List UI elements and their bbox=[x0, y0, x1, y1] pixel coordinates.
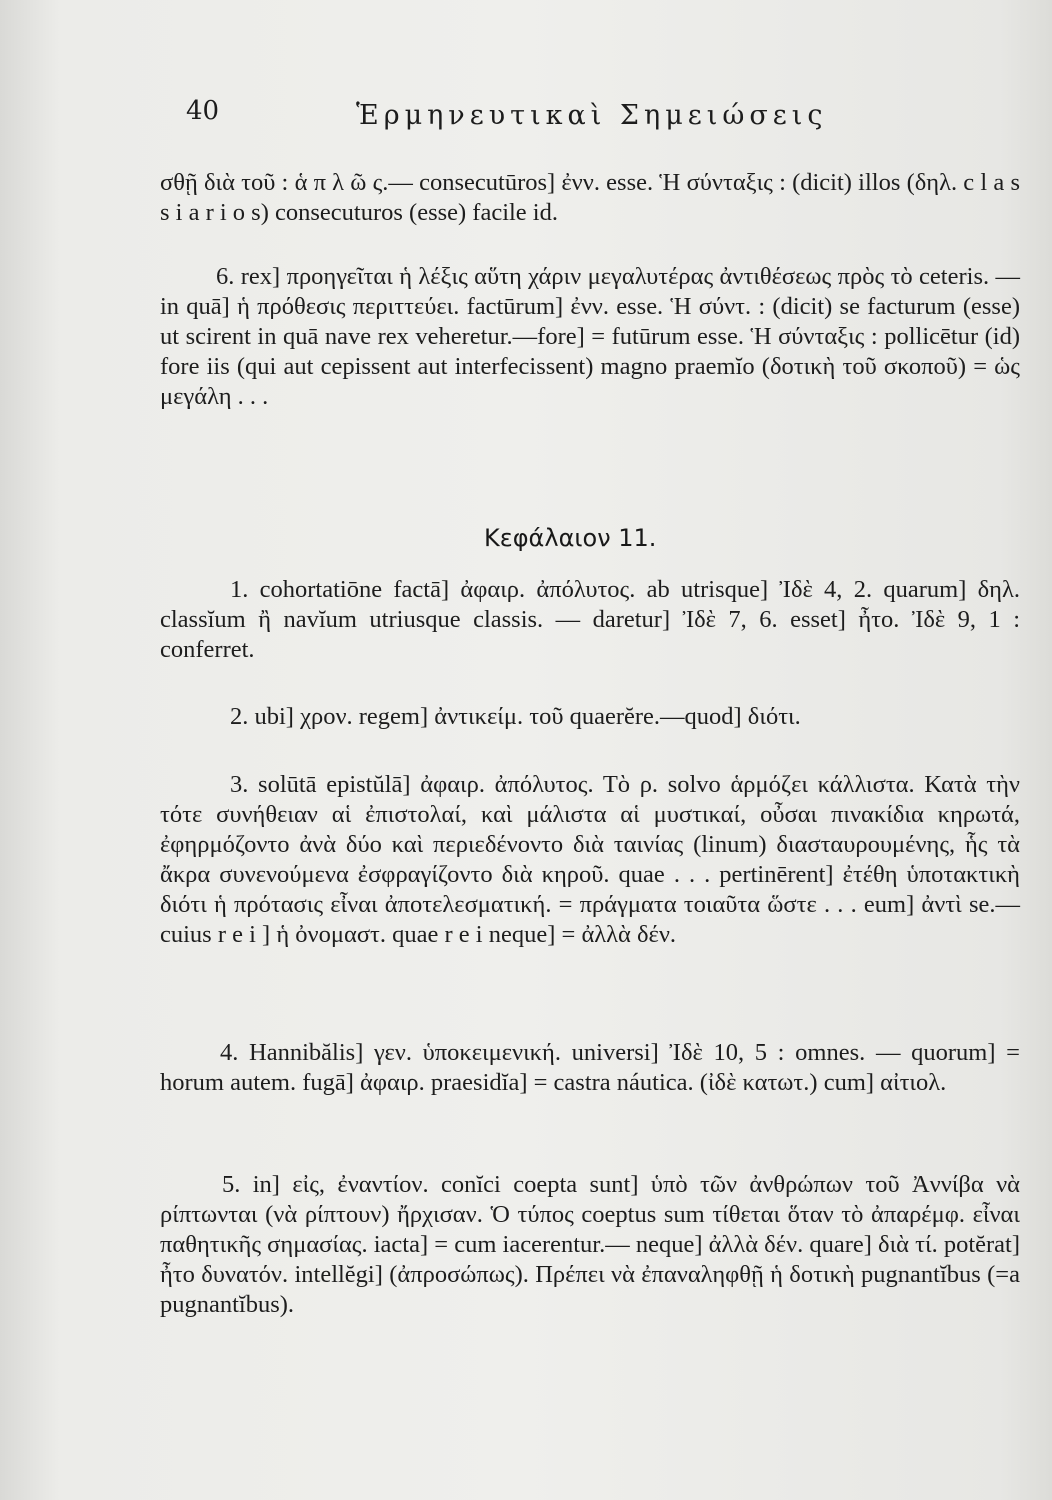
page-header bbox=[186, 88, 1006, 144]
continuation-paragraph: σθῇ διὰ τοῦ : ἁ π λ ῶ ς.— consecutūros] ἐνν. esse. Ἡ σύνταξις : (dicit) illos (δηλ. c l a s s i a r i o s) consecuturos (esse) facile id. bbox=[160, 169, 1020, 226]
note-6-paragraph: 6. rex] προηγεῖται ἡ λέξις αὕτη χάριν μεγαλυτέρας ἀντιθέσεως πρὸς τὸ ceteris. — in quā] ἡ πρόθεσις περιττεύει. factūrum] ἐνν. esse. Ἡ σύντ. : (dicit) se facturum (esse) ut scirent in quā nave rex veheretur.—fore] = futūrum esse. Ἡ σύνταξις : pollicētur (id) fore iis (qui aut cepissent aut interfecissent) magno praemĭo (δοτικὴ τοῦ σκοποῦ) = ὡς μεγάλη . . . bbox=[160, 263, 1020, 410]
running-title: Ἑρμηνευτικαὶ Σημειώσεις bbox=[356, 100, 828, 131]
chapter-note-3: 3. solūtā epistŭlā] ἀφαιρ. ἀπόλυτος. Τὸ ρ. solvo ἁρμόζει κάλλιστα. Κατὰ τὴν τότε συνήθειαν αἱ ἐπιστολαί, καὶ μάλιστα αἱ μυστικαί, οὖσαι πινακίδια κηρωτά, ἐφηρμόζοντο ἀνὰ δύο καὶ περιεδένοντο διὰ ταινίας (linum) διασταυρουμένης, ἧς τὰ ἄκρα συνενούμενα ἐσφραγίζοντο διὰ κηροῦ. quae . . . pertinērent] ἐτέθη ὑποτακτικὴ διότι ἡ πρότασις εἶναι ἀποτελεσματική. = πράγματα τοιαῦτα ὥστε . . . eum] ἀντὶ se.—cuius r e i ] ἡ ὀνομαστ. quae r e i neque] = ἀλλὰ δέν. bbox=[160, 771, 1020, 948]
chapter-note-1: 1. cohortatiōne factā] ἀφαιρ. ἀπόλυτος. ab utrisque] Ἰδὲ 4, 2. quarum] δηλ. classĭum ἢ navĭum utriusque classis. — daretur] Ἰδὲ 7, 6. esset] ἦτο. Ἰδὲ 9, 1 : conferret. bbox=[160, 576, 1020, 663]
chapter-note-5: 5. in] εἰς, ἐναντίον. conĭci coepta sunt] ὑπὸ τῶν ἀνθρώπων τοῦ Ἀννίβα νὰ ρίπτωνται (νὰ ρίπτουν) ἤρχισαν. Ὁ τύπος coeptus sum τίθεται ὅταν τὸ ἀπαρέμφ. εἶναι παθητικῆς σημασίας. iacta] = cum iacerentur.— neque] ἀλλὰ δέν. quare] διὰ τί. potĕrat] ἦτο δυνατόν. intellĕgi] (ἀπροσώπως). Πρέπει νὰ ἐπαναληφθῇ ἡ δοτικὴ pugnantĭbus (=a pugnantĭbus). bbox=[160, 1171, 1021, 1318]
chapter-note-4: 4. Hannibălis] γεν. ὑποκειμενική. universi] Ἰδὲ 10, 5 : omnes. — quorum] = horum autem. fugā] ἀφαιρ. praesidĭa] = castra náutica. (ἰδὲ κατωτ.) cum] αἰτιολ. bbox=[160, 1039, 1020, 1096]
chapter-note-2: 2. ubi] χρον. regem] ἀντικείμ. τοῦ quaerĕre.—quod] διότι. bbox=[230, 703, 801, 730]
page-number: 40 bbox=[186, 96, 220, 126]
chapter-heading: Κεφάλαιον 11. bbox=[484, 524, 657, 552]
